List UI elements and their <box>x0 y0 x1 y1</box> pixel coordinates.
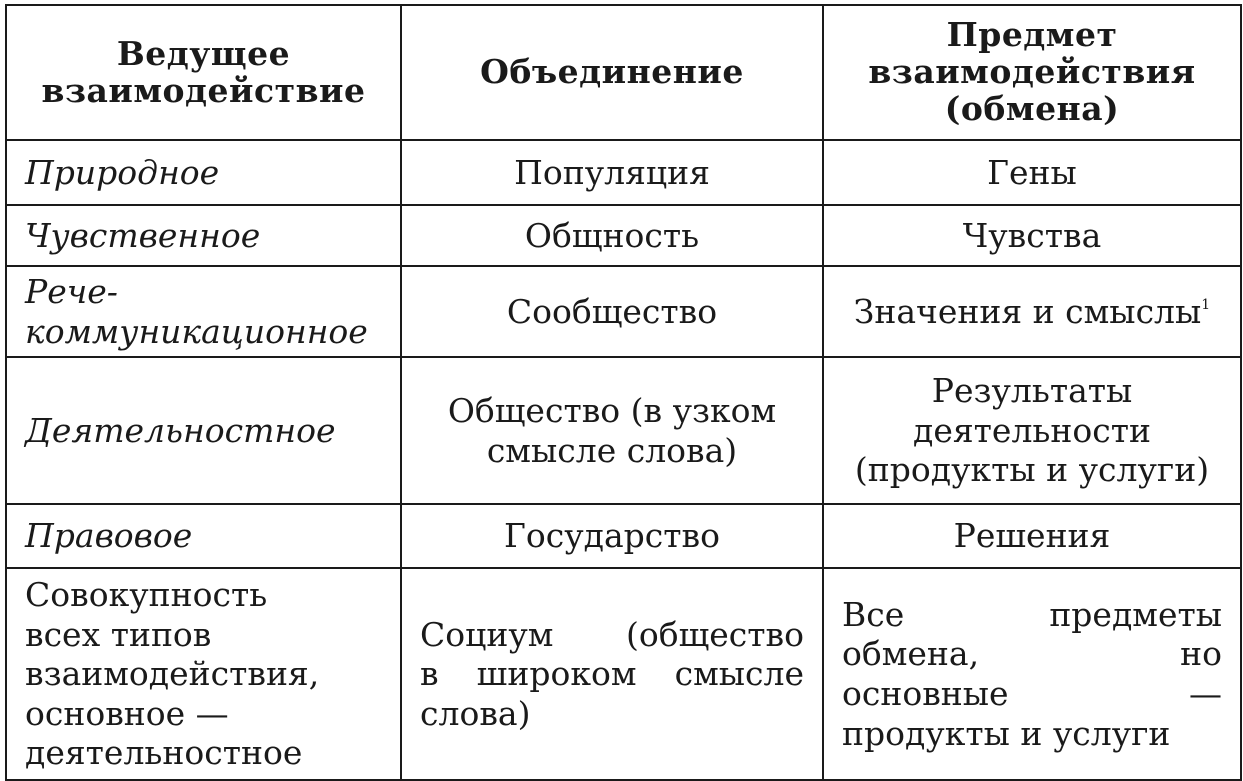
cell-union: Популяция <box>401 140 823 205</box>
header-subject-of-exchange: Предмет взаимодействия (обмена) <box>823 5 1241 140</box>
cell-union: Государство <box>401 504 823 568</box>
cell-subject: Решения <box>823 504 1241 568</box>
table-row <box>6 140 1241 205</box>
header-union: Объединение <box>401 5 823 140</box>
cell-interaction-type: Правовое <box>6 504 401 568</box>
footnote-marker: 1 <box>1201 296 1211 313</box>
cell-subject: Результаты деятельности (продукты и услуги) <box>823 357 1241 504</box>
cell-union: Сообщество <box>401 266 823 357</box>
cell-interaction-type: Совокупность всех типов взаимодействия, основное — деятельностное <box>6 568 401 780</box>
table-row <box>6 504 1241 568</box>
interaction-types-table <box>5 4 1242 781</box>
cell-interaction-type: Рече- коммуникационное <box>6 266 401 357</box>
cell-interaction-type: Природное <box>6 140 401 205</box>
cell-subject: Все предметы обмена, но основные — продукты и услуги <box>823 568 1241 780</box>
cell-union: Общность <box>401 205 823 266</box>
cell-subject: Значения и смыслы$^1$ <box>823 266 1241 357</box>
header-leading-interaction: Ведущее взаимодействие <box>6 5 401 140</box>
table-row <box>6 357 1241 504</box>
table-header-row <box>6 5 1241 140</box>
table-row <box>6 568 1241 780</box>
table-row <box>6 205 1241 266</box>
cell-union: Общество (в узком смысле слова) <box>401 357 823 504</box>
cell-interaction-type: Чувственное <box>6 205 401 266</box>
cell-interaction-type: Деятельностное <box>6 357 401 504</box>
cell-subject: Гены <box>823 140 1241 205</box>
table-row <box>6 266 1241 357</box>
cell-subject: Чувства <box>823 205 1241 266</box>
cell-union: Социум (общество в широком смысле слова) <box>401 568 823 780</box>
